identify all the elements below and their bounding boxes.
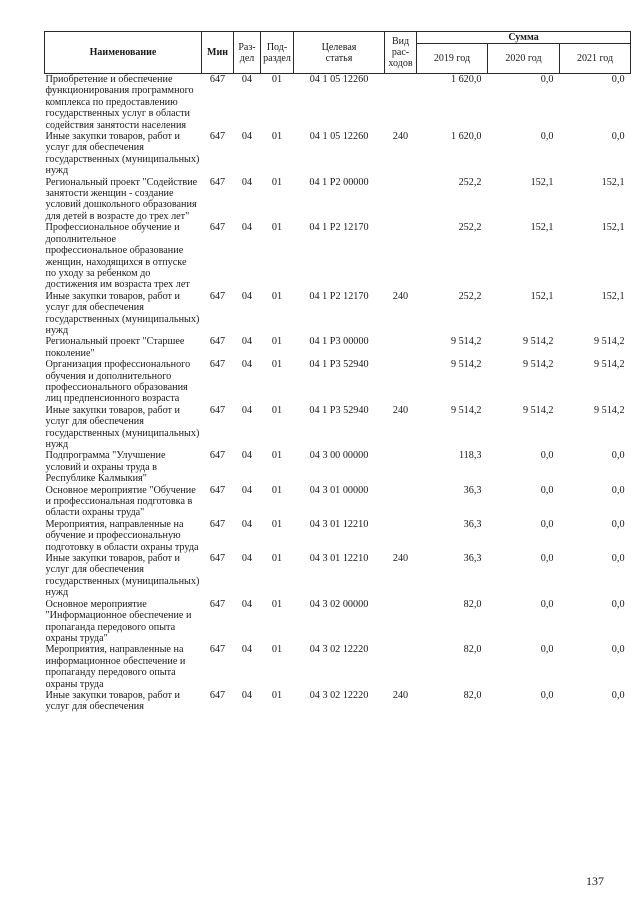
table-row [45,74,631,132]
row-sum-2021: 0,0 [611,518,625,530]
row-sum-2021: 0,0 [611,450,625,462]
row-target-article: 04 1 P3 52940 [309,404,369,416]
row-podrazdel: 01 [271,450,283,462]
row-min: 647 [209,336,226,348]
row-sum-2021: 9 514,2 [593,336,625,348]
page-number: 137 [586,874,604,888]
row-name: Основное мероприятие "Обучение и профессиональная подготовка в области охраны труда" [45,484,196,519]
row-razdel: 04 [241,553,253,565]
row-razdel: 04 [241,644,253,656]
header-summa: Сумма [417,32,631,44]
row-target-article: 04 3 01 12210 [309,518,369,530]
row-podrazdel: 01 [271,290,283,302]
row-podrazdel: 01 [271,484,283,496]
row-podrazdel: 01 [271,598,283,610]
row-expense-type: 240 [392,689,409,701]
row-sum-2021: 152,1 [601,290,625,302]
row-name: Иные закупки товаров, работ и услуг для обеспечения [45,689,180,713]
table-row [45,336,631,359]
row-sum-2020: 0,0 [540,553,554,565]
row-expense-type [385,450,417,484]
table-row [45,599,631,645]
row-sum-2019: 9 514,2 [450,336,482,348]
row-razdel: 04 [241,74,253,85]
table-row [45,450,631,484]
row-sum-2021: 152,1 [601,222,625,234]
row-sum-2019: 118,3 [458,450,482,462]
row-podrazdel: 01 [271,359,283,371]
row-target-article: 04 1 P3 00000 [309,336,369,348]
row-sum-2020: 0,0 [540,131,554,143]
row-sum-2019: 1 620,0 [450,131,482,143]
row-name: Приобретение и обеспечение функционирования программного комплекса по предоставлению государственных услуг в области содействия занятости населения [45,74,194,131]
row-sum-2020: 152,1 [530,290,554,302]
row-sum-2021: 0,0 [611,644,625,656]
row-sum-2019: 36,3 [463,484,482,496]
row-sum-2019: 252,2 [458,222,482,234]
table-row [45,222,631,290]
row-razdel: 04 [241,484,253,496]
row-expense-type: 240 [392,553,409,565]
row-target-article: 04 1 P2 12170 [309,222,369,234]
table-row [45,131,631,177]
row-target-article: 04 1 P2 12170 [309,290,369,302]
row-razdel: 04 [241,290,253,302]
table-row [45,644,631,690]
table-body [45,74,631,713]
row-sum-2019: 252,2 [458,290,482,302]
row-min: 647 [209,689,226,701]
row-name: Организация профессионального обучения и дополнительного профессионального образования лиц предпенсионного возраста [45,359,191,405]
row-name: Региональный проект "Содействие занятости женщин - создание условий дошкольного образования для детей в возрасте до трех лет" [45,176,198,222]
row-name: Иные закупки товаров, работ и услуг для обеспечения государственных (муниципальных) нужд [45,553,200,599]
row-expense-type [385,74,417,132]
header-2020: 2020 год [488,44,560,74]
budget-table [44,31,631,713]
row-sum-2021: 152,1 [601,176,625,188]
row-name: Иные закупки товаров, работ и услуг для обеспечения государственных (муниципальных) нужд [45,290,200,336]
row-razdel: 04 [241,336,253,348]
row-sum-2020: 0,0 [540,518,554,530]
row-sum-2020: 0,0 [540,484,554,496]
row-target-article: 04 1 P3 52940 [309,359,369,371]
row-expense-type: 240 [392,290,409,302]
row-expense-type [385,519,417,553]
header-2019: 2019 год [417,44,488,74]
row-target-article: 04 3 02 12220 [309,644,369,656]
row-razdel: 04 [241,222,253,234]
row-sum-2020: 0,0 [540,74,554,85]
row-expense-type [385,336,417,359]
budget-table-sheet [44,31,630,713]
row-min: 647 [209,644,226,656]
row-expense-type: 240 [392,131,409,143]
header-vid: Вид рас- ходов [385,32,417,74]
row-target-article: 04 3 01 12210 [309,553,369,565]
row-expense-type: 240 [392,404,409,416]
row-razdel: 04 [241,176,253,188]
row-sum-2019: 82,0 [463,598,482,610]
row-expense-type [385,177,417,223]
row-target-article: 04 1 P2 00000 [309,176,369,188]
row-sum-2020: 0,0 [540,598,554,610]
row-sum-2021: 0,0 [611,598,625,610]
row-target-article: 04 1 05 12260 [309,74,369,85]
row-razdel: 04 [241,404,253,416]
row-podrazdel: 01 [271,74,283,85]
row-name: Профессиональное обучение и дополнительное профессиональное образование женщин, находящихся в отпуске по уходу за ребенком до достижения им возраста трех лет [45,222,190,291]
row-name: Подпрограмма "Улучшение условий и охраны труда в Республике Калмыкия" [45,450,166,485]
row-podrazdel: 01 [271,131,283,143]
row-sum-2020: 0,0 [540,689,554,701]
row-sum-2020: 152,1 [530,176,554,188]
row-sum-2021: 0,0 [611,484,625,496]
row-sum-2019: 82,0 [463,644,482,656]
row-sum-2021: 9 514,2 [593,404,625,416]
row-target-article: 04 3 00 00000 [309,450,369,462]
row-razdel: 04 [241,359,253,371]
table-row [45,485,631,519]
row-expense-type [385,485,417,519]
row-sum-2021: 0,0 [611,553,625,565]
row-min: 647 [209,74,226,85]
row-sum-2020: 152,1 [530,222,554,234]
row-podrazdel: 01 [271,176,283,188]
row-min: 647 [209,290,226,302]
header-podrazdel: Под- раздел [261,32,294,74]
row-podrazdel: 01 [271,553,283,565]
table-row [45,359,631,405]
row-razdel: 04 [241,450,253,462]
row-expense-type [385,644,417,690]
row-sum-2020: 9 514,2 [522,404,554,416]
row-sum-2019: 252,2 [458,176,482,188]
row-target-article: 04 3 02 12220 [309,689,369,701]
row-min: 647 [209,553,226,565]
row-razdel: 04 [241,518,253,530]
row-sum-2019: 36,3 [463,553,482,565]
row-razdel: 04 [241,598,253,610]
table-row [45,405,631,451]
row-min: 647 [209,176,226,188]
row-podrazdel: 01 [271,644,283,656]
table-row [45,553,631,599]
row-sum-2020: 9 514,2 [522,336,554,348]
table-row [45,291,631,337]
row-name: Основное мероприятие "Информационное обеспечение и пропаганда передового опыта охраны труда" [45,598,192,644]
row-min: 647 [209,222,226,234]
row-podrazdel: 01 [271,404,283,416]
row-sum-2019: 1 620,0 [450,74,482,85]
row-sum-2019: 36,3 [463,518,482,530]
row-name: Мероприятия, направленные на информационное обеспечение и пропаганду передового опыта охраны труда [45,644,186,690]
row-podrazdel: 01 [271,689,283,701]
row-min: 647 [209,598,226,610]
row-min: 647 [209,484,226,496]
row-name: Иные закупки товаров, работ и услуг для обеспечения государственных (муниципальных) нужд [45,404,200,450]
row-razdel: 04 [241,131,253,143]
row-expense-type [385,222,417,290]
row-podrazdel: 01 [271,518,283,530]
row-name: Иные закупки товаров, работ и услуг для обеспечения государственных (муниципальных) нужд [45,131,200,177]
row-sum-2021: 0,0 [611,74,625,85]
table-row [45,177,631,223]
header-razdel: Раз- дел [234,32,261,74]
row-podrazdel: 01 [271,222,283,234]
row-sum-2021: 9 514,2 [593,359,625,371]
header-statya: Целевая статья [294,32,385,74]
row-sum-2019: 9 514,2 [450,359,482,371]
row-target-article: 04 3 02 00000 [309,598,369,610]
table-row [45,690,631,713]
row-name: Региональный проект "Старшее поколение" [45,336,185,359]
row-sum-2020: 0,0 [540,644,554,656]
row-sum-2021: 0,0 [611,689,625,701]
row-name: Мероприятия, направленные на обучение и профессиональную подготовку в области охраны труда [45,518,199,553]
row-expense-type [385,359,417,405]
row-min: 647 [209,518,226,530]
row-sum-2020: 9 514,2 [522,359,554,371]
header-2021: 2021 год [560,44,631,74]
row-sum-2020: 0,0 [540,450,554,462]
table-header [45,32,631,74]
header-name: Наименование [45,32,202,74]
row-min: 647 [209,450,226,462]
row-sum-2021: 0,0 [611,131,625,143]
row-expense-type [385,599,417,645]
table-row [45,519,631,553]
row-target-article: 04 1 05 12260 [309,131,369,143]
row-sum-2019: 82,0 [463,689,482,701]
row-min: 647 [209,131,226,143]
row-min: 647 [209,404,226,416]
row-target-article: 04 3 01 00000 [309,484,369,496]
row-sum-2019: 9 514,2 [450,404,482,416]
row-min: 647 [209,359,226,371]
header-min: Мин [202,32,234,74]
row-podrazdel: 01 [271,336,283,348]
row-razdel: 04 [241,689,253,701]
